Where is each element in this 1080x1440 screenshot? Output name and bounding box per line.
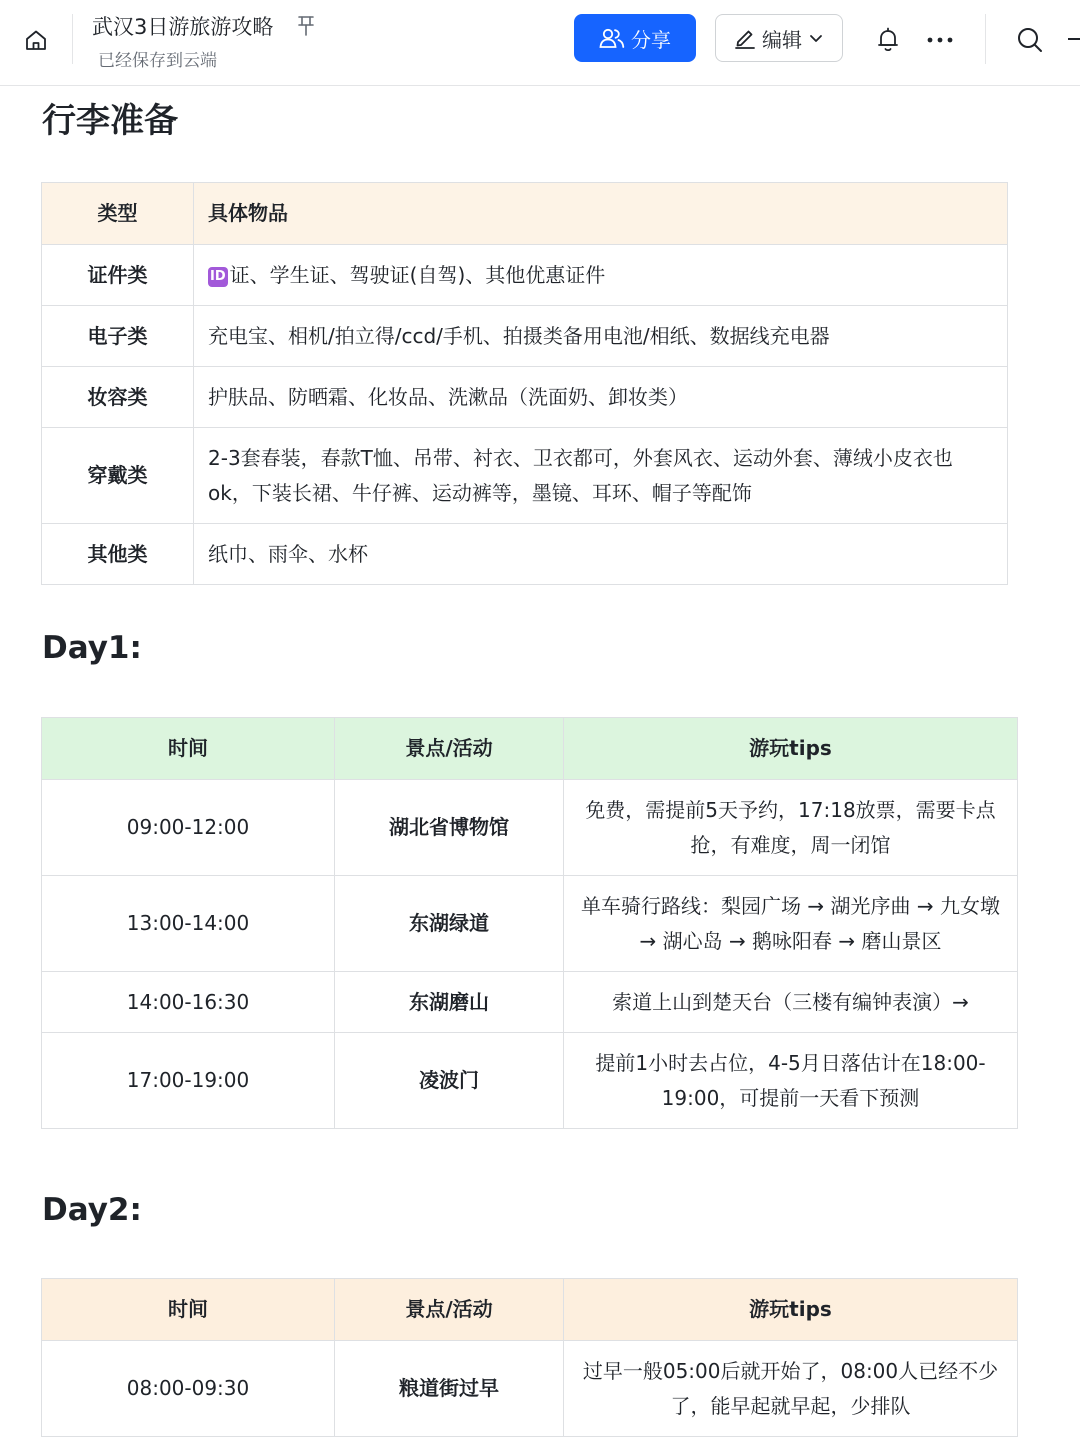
table-header-cell[interactable]: 游玩tips [564, 718, 1018, 780]
packing-heading: 行李准备 [42, 101, 178, 141]
table-header-row [42, 1279, 1018, 1341]
table-cell[interactable]: 证件类 [42, 245, 194, 306]
table-cell[interactable]: 2-3套春装，春款T恤、吊带、衬衣、卫衣都可，外套风衣、运动外套、薄绒小皮衣也ok，下装长裙、牛仔裤、运动裤等，墨镜、耳环、帽子等配饰 [194, 428, 1008, 524]
table-cell[interactable]: 东湖磨山 [335, 972, 564, 1033]
pencil-icon [734, 27, 756, 49]
divider [72, 14, 73, 64]
table-cell[interactable]: 粮道街过早 [335, 1341, 564, 1437]
table-cell[interactable]: 纸巾、雨伞、水杯 [194, 524, 1008, 585]
truncated-control [1068, 38, 1080, 40]
users-icon [599, 27, 625, 49]
table-cell[interactable]: 14:00-16:30 [42, 972, 335, 1033]
save-status: 已经保存到云端 [98, 51, 217, 71]
day1-heading: Day1: [42, 630, 142, 666]
table-cell[interactable]: 东湖绿道 [335, 876, 564, 972]
home-button[interactable] [18, 22, 54, 58]
more-button[interactable] [920, 20, 960, 60]
table-cell[interactable] [194, 245, 1008, 306]
table-header-row [42, 183, 1008, 245]
table-cell[interactable]: 妆容类 [42, 367, 194, 428]
table-header-cell[interactable]: 景点/活动 [335, 718, 564, 780]
table-cell[interactable]: 湖北省博物馆 [335, 780, 564, 876]
notification-button[interactable] [870, 20, 906, 60]
table-header-cell[interactable]: 游玩tips [564, 1279, 1018, 1341]
table-cell[interactable]: 护肤品、防晒霜、化妆品、洗漱品（洗面奶、卸妆类） [194, 367, 1008, 428]
table-row [42, 367, 1008, 428]
table-cell[interactable]: 09:00-12:00 [42, 780, 335, 876]
table-header-cell[interactable]: 景点/活动 [335, 1279, 564, 1341]
table-row [42, 876, 1018, 972]
pin-icon[interactable] [294, 12, 318, 40]
table-header-cell[interactable]: 时间 [42, 718, 335, 780]
packing-table [41, 182, 1008, 585]
table-cell[interactable]: 17:00-19:00 [42, 1033, 335, 1129]
edit-mode-button[interactable] [715, 14, 843, 62]
day2-table [41, 1278, 1018, 1437]
table-row [42, 524, 1008, 585]
table-header-row [42, 718, 1018, 780]
home-icon [24, 28, 48, 52]
more-icon [926, 36, 954, 44]
table-row [42, 780, 1018, 876]
day2-heading: Day2: [42, 1192, 142, 1228]
table-row [42, 1033, 1018, 1129]
table-cell[interactable]: 凌波门 [335, 1033, 564, 1129]
table-cell[interactable]: 其他类 [42, 524, 194, 585]
table-cell[interactable]: 单车骑行路线：梨园广场 → 湖光序曲 → 九女墩 → 湖心岛 → 鹅咏阳春 → 磨山景区 [564, 876, 1018, 972]
table-header-cell[interactable]: 时间 [42, 1279, 335, 1341]
cell-text: 证、学生证、驾驶证(自驾)、其他优惠证件 [229, 262, 606, 287]
table-cell[interactable]: 提前1小时去占位，4-5月日落估计在18:00-19:00，可提前一天看下预测 [564, 1033, 1018, 1129]
share-button[interactable] [574, 14, 696, 62]
table-row [42, 972, 1018, 1033]
table-cell[interactable]: 免费，需提前5天予约，17:18放票，需要卡点抢，有难度，周一闭馆 [564, 780, 1018, 876]
table-cell[interactable]: 穿戴类 [42, 428, 194, 524]
search-button[interactable] [1010, 20, 1050, 60]
edit-label: 编辑 [762, 27, 802, 52]
search-icon [1016, 26, 1044, 54]
id-icon: ID [208, 267, 228, 287]
table-cell[interactable]: 过早一般05:00后就开始了，08:00人已经不少了，能早起就早起，少排队 [564, 1341, 1018, 1437]
table-row [42, 245, 1008, 306]
top-bar [0, 0, 1080, 86]
table-row [42, 428, 1008, 524]
table-row [42, 306, 1008, 367]
table-cell[interactable]: 充电宝、相机/拍立得/ccd/手机、拍摄类备用电池/相纸、数据线充电器 [194, 306, 1008, 367]
table-cell[interactable]: 索道上山到楚天台（三楼有编钟表演）→ [564, 972, 1018, 1033]
share-label: 分享 [631, 27, 671, 52]
table-header-cell[interactable]: 类型 [42, 183, 194, 245]
table-cell[interactable]: 13:00-14:00 [42, 876, 335, 972]
table-header-cell[interactable]: 具体物品 [194, 183, 1008, 245]
chevron-down-icon [808, 30, 824, 46]
doc-title[interactable]: 武汉3日游旅游攻略 [92, 15, 274, 39]
day1-table [41, 717, 1018, 1129]
table-row [42, 1341, 1018, 1437]
table-cell[interactable]: 08:00-09:30 [42, 1341, 335, 1437]
divider [985, 14, 986, 64]
table-cell[interactable]: 电子类 [42, 306, 194, 367]
bell-icon [876, 27, 900, 53]
